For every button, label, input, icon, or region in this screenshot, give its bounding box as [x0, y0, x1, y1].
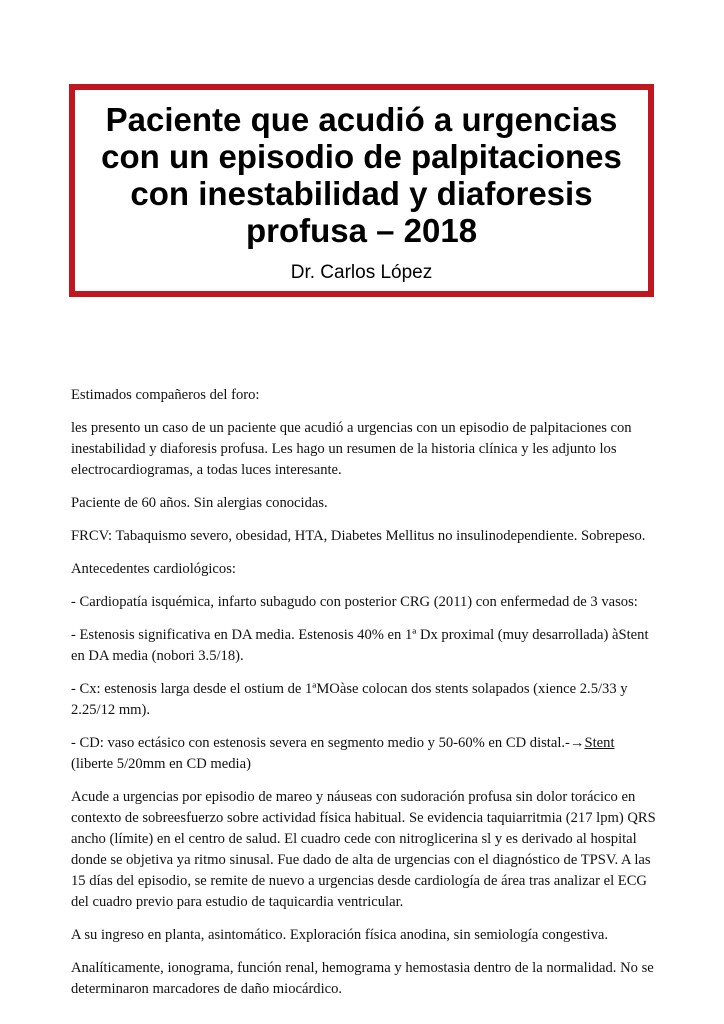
stent-link-text: Stent: [584, 735, 615, 751]
greeting-paragraph: Estimados compañeros del foro:: [71, 387, 260, 403]
antecedents-heading: Antecedentes cardiológicos:: [71, 561, 236, 577]
presentation-paragraph: Acude a urgencias por episodio de mareo y náuseas con sudoración profusa sin dolor torácico en contexto de sobreesfuerzo sobre actividad física habitual. Se evidencia taquiarritmia (217 lpm) QRS ancho (límite) en el centro de salud. El cuadro cede con nitroglicerina sl y es derivado al hospital donde se objetiva ya ritmo sinusal. Fue dado de alta de urgencias con el diagnóstico de TPSV. A las 15 días del episodio, se remite de nuevo a urgencias desde cardiología de área tras analizar el ECG del cuadro previo para estudio de taquicardia ventricular.: [71, 789, 656, 910]
antecedent-item: [71, 733, 656, 775]
document-author: Dr. Carlos López: [290, 262, 433, 283]
document-body: [71, 385, 656, 1012]
title-box: [69, 84, 654, 297]
antecedent-4-main: - CD: vaso ectásico con estenosis severa en segmento medio y 50-60% en CD distal.-→: [71, 735, 585, 751]
frcv-paragraph: FRCV: Tabaquismo severo, obesidad, HTA, Diabetes Mellitus no insulinodependiente. Sobrepeso.: [71, 528, 646, 544]
antecedent-item: - Cardiopatía isquémica, infarto subagudo con posterior CRG (2011) con enfermedad de 3 vasos:: [71, 594, 638, 610]
admission-paragraph: A su ingreso en planta, asintomático. Exploración física anodina, sin semiología congestiva.: [71, 927, 609, 943]
patient-paragraph: Paciente de 60 años. Sin alergias conocidas.: [71, 495, 328, 511]
antecedent-item: - Cx: estenosis larga desde el ostium de 1ªMOàse colocan dos stents solapados (xience 2.5/33 y 2.25/12 mm).: [71, 681, 628, 718]
labs-paragraph: Analíticamente, ionograma, función renal, hemograma y hemostasia dentro de la normalidad. No se determinaron marcadores de daño miocárdico.: [71, 960, 654, 997]
antecedent-4-tail: (liberte 5/20mm en CD media): [71, 756, 251, 772]
document-title: Paciente que acudió a urgencias con un episodio de palpitaciones con inestabilidad y diaforesis profusa – 2018: [101, 101, 622, 249]
intro-paragraph: les presento un caso de un paciente que acudió a urgencias con un episodio de palpitaciones con inestabilidad y diaforesis profusa. Les hago un resumen de la historia clínica y les adjunto los electrocardiogramas, a todas luces interesante.: [71, 420, 632, 478]
antecedent-item: - Estenosis significativa en DA media. Estenosis 40% en 1ª Dx proximal (muy desarrollada) àStent en DA media (nobori 3.5/18).: [71, 627, 649, 664]
